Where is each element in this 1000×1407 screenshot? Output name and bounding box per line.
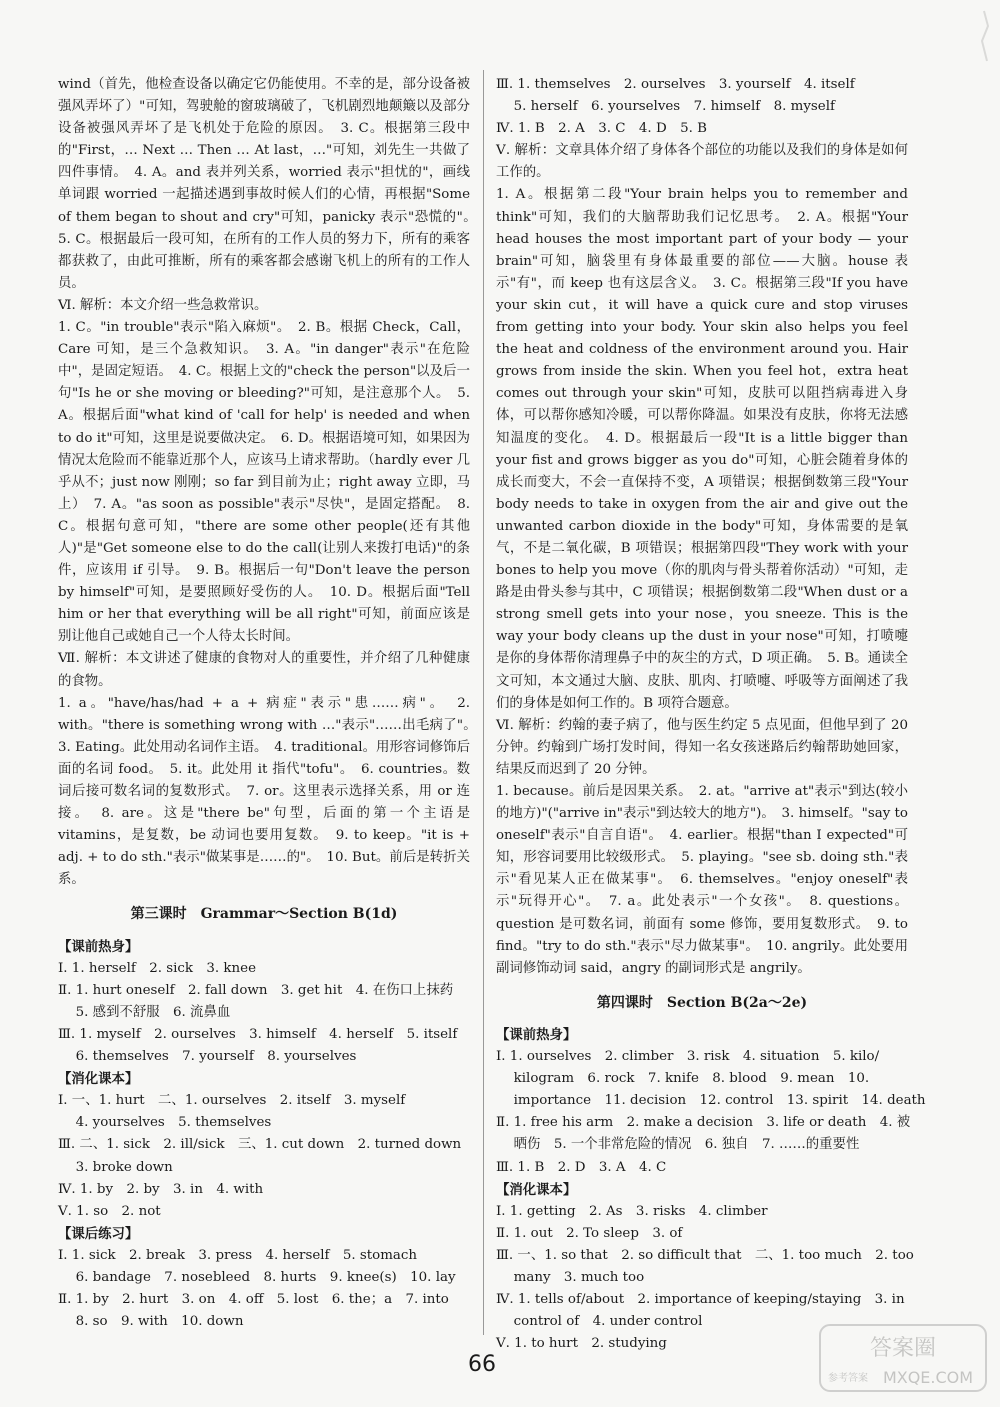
answer-line: Ⅰ. 1. getting 2. As 3. risks 4. climber — [496, 1203, 768, 1219]
section-7-title: Ⅶ. 解析：本文讲述了健康的食物对人的重要性，并介绍了几种健康的食物。 — [58, 651, 470, 689]
answer-line: 晒伤 5. 一个非常危险的情况 6. 独自 7. ……的重要性 — [496, 1137, 860, 1153]
answer-line: Ⅳ. 1. B 2. A 3. C 4. D 5. B — [496, 121, 707, 137]
lesson-4-heading: 第四课时 Section B(2a～2e) — [596, 994, 808, 1011]
warmup-label: 【课前热身】 — [496, 1026, 577, 1043]
answer-line: Ⅰ. 1. sick 2. break 3. press 4. herself 5. stomach — [58, 1247, 418, 1263]
intro-paragraph: wind（首先，他检查设备以确定它仍能使用。不幸的是，部分设备被强风弄坏了）"可知，驾驶舱的窗玻璃破了，飞机剧烈地颠簸以及部分设备被强风弄坏了是飞机处于危险的原因。 3. C。根据第三段中的"First，… Next … Then … At last，…"可知，刘先生一共做了四件事情。 4. A。and 表并列关系，worried 表示"担忧的"，画线单词跟 worried 一起描述遇到事故时候人们的心情，再根据"Some of them began to shout and cry"可知，panicky 表示"恐慌的"。 5. C。根据最后一段可知，在所有的工作人员的努力下，所有的乘客都获救了，由此可推断，所有的乘客都会感谢飞机上的所有的工作人员。 — [58, 77, 484, 291]
warmup-label: 【课前热身】 — [58, 938, 139, 955]
answer-line: Ⅲ. 1. B 2. D 3. A 4. C — [496, 1159, 667, 1175]
answer-line: 6. themselves 7. yourself 8. yourselves — [58, 1049, 357, 1065]
section-5-title: Ⅴ. 解析：文章具体介绍了身体各个部位的功能以及我们的身体是如何工作的。 — [496, 143, 908, 181]
answer-line: importance 11. decision 12. control 13. spirit 14. death — [496, 1093, 926, 1109]
corner-scan-mark — [954, 6, 994, 66]
page-number: 66 — [468, 1352, 496, 1377]
watermark-url: MXQE.COM — [882, 1368, 974, 1387]
answer-line: 5. 感到不舒服 6. 流鼻血 — [58, 1004, 231, 1020]
watermark-sub: 参考答案 — [828, 1373, 868, 1384]
answer-line: Ⅲ. 二、1. sick 2. ill/sick 三、1. cut down 2. turned down — [58, 1137, 462, 1153]
answer-line: Ⅰ. 1. herself 2. sick 3. knee — [58, 960, 257, 976]
answer-line: Ⅱ. 1. free his arm 2. make a decision 3. life or death 4. 被 — [496, 1115, 911, 1131]
answer-line: Ⅱ. 1. hurt oneself 2. fall down 3. get hit 4. 在伤口上抹药 — [58, 982, 454, 998]
section-6-body: 1. C。"in trouble"表示"陷入麻烦"。 2. B。根据 Check，Call，Care 可知，是三个急救知识。 3. A。"in danger"表示"在危险中"，是固定短语。 4. C。根据上文的"check the person"以及后一句"Is he or she moving or bleeding?"可知，是注意那个人。 5. A。根据后面"what kind of 'call for help' is needed and when to do it"可知，这里是说要做决定。 6. D。根据语境可知，如果因为情况太危险而不能靠近那个人，应该马上请求帮助。（hardly ever 几乎从不；just now 刚刚；so far 到目前为止；right away 立即，马上） 7. A。"as soon as possible"表示"尽快"，是固定搭配。 8. C。根据句意可知，"there are some other people(还有其他人)"是"Get someone else to do the call(让别人来拨打电话)"的条件，应该用 if 引导。 9. B。根据后一句"Don't leave the person by himself"可知，是要照顾好受伤的人。 10. D。根据后面"Tell him or her that everything will be all right"可知，前面应该是别让他自己或她自己一个人待太长时间。 — [58, 320, 470, 645]
answer-line: 4. yourselves 5. themselves — [58, 1115, 272, 1131]
after-class-label: 【课后练习】 — [58, 1225, 139, 1242]
section-7-body: 1. a。"have/has/had + a + 病症"表示"患……病"。 2. with。"there is something wrong with …"表示"……出毛病了"。 3. Eating。此处用动名词作主语。 4. traditional。用形容词修饰后面的名词 food。 5. it。此处用 it 指代"tofu"。 6. countries。数词后接可数名词的复数形式。 7. or。这里表示选择关系，用 or 连接。 8. are。这是"there be"句型，后面的第一个主语是 vitamins，是复数，be 动词也要用复数。 9. to keep。"it is + adj. + to do sth."表示"做某事是……的"。 10. But。前后是转折关系。 — [58, 695, 484, 888]
answer-line: 6. bandage 7. nosebleed 8. hurts 9. knee(s) 10. lay — [58, 1269, 456, 1285]
answer-line: control of 4. under control — [496, 1314, 703, 1330]
left-column — [58, 74, 484, 1333]
digest-label: 【消化课本】 — [496, 1181, 577, 1198]
answer-line: Ⅳ. 1. tells of/about 2. importance of keeping/staying 3. in — [496, 1292, 905, 1308]
answer-line: 3. broke down — [58, 1159, 173, 1175]
answer-line: Ⅳ. 1. by 2. by 3. in 4. with — [58, 1181, 264, 1197]
answer-line: Ⅴ. 1. so 2. not — [58, 1203, 161, 1219]
answer-line: Ⅱ. 1. out 2. To sleep 3. of — [496, 1225, 683, 1241]
digest-label: 【消化课本】 — [58, 1071, 139, 1088]
answer-line: Ⅰ. 一、1. hurt 二、1. ourselves 2. itself 3. myself — [58, 1093, 406, 1109]
answer-line: Ⅴ. 1. to hurt 2. studying — [496, 1336, 667, 1352]
lesson-3-heading: 第三课时 Grammar～Section B(1d) — [130, 906, 398, 923]
answer-line: Ⅲ. 一、1. so that 2. so difficult that 二、1. too much 2. too — [496, 1247, 914, 1263]
answer-line: kilogram 6. rock 7. knife 8. blood 9. mean 10. — [496, 1071, 870, 1087]
answer-line: Ⅲ. 1. themselves 2. ourselves 3. yourself 4. itself — [496, 77, 855, 92]
section-6-title: Ⅵ. 解析：本文介绍一些急救常识。 — [58, 297, 268, 313]
answer-line: 5. herself 6. yourselves 7. himself 8. myself — [496, 99, 835, 115]
watermark-text: 答案圈 — [869, 1336, 937, 1361]
section-6-title: Ⅵ. 解析：约翰的妻子病了，他与医生约定 5 点见面，但他早到了 20 分钟。约翰到广场打发时间，得知一名女孩迷路后约翰帮助她回家，结果反而迟到了 20 分钟。 — [496, 717, 908, 777]
answer-line: Ⅱ. 1. by 2. hurt 3. on 4. off 5. lost 6. the；a 7. into — [58, 1292, 449, 1308]
section-6-body: 1. because。前后是因果关系。 2. at。"arrive at"表示"到达(较小的地方)"("arrive in"表示"到达较大的地方")。 3. himself。"say to oneself"表示"自言自语"。 4. earlier。根据"than I expected"可知，形容词要用比较级形式。 5. playing。"see sb. doing sth."表示"看见某人正在做某事"。 6. themselves。"enjoy oneself"表示"玩得开心"。 7. a。此处表示"一个女孩"。 8. questions。question 是可数名词，前面有 some 修饰，要用复数形式。 9. to find。"try to do sth."表示"尽力做某事"。 10. angrily。此处要用副词修饰动词 said，angry 的副词形式是 angrily。 — [496, 784, 908, 976]
answer-line: 8. so 9. with 10. down — [58, 1314, 244, 1330]
watermark-logo — [818, 1323, 988, 1393]
answer-line: Ⅲ. 1. myself 2. ourselves 3. himself 4. herself 5. itself — [58, 1026, 458, 1042]
answer-line: Ⅰ. 1. ourselves 2. climber 3. risk 4. situation 5. kilo/ — [496, 1049, 880, 1065]
answer-line: many 3. much too — [496, 1269, 645, 1285]
section-5-body: 1. A。根据第二段"Your brain helps you to remember and think"可知，我们的大脑帮助我们记忆思考。 2. A。根据"Your head houses the most important part of your body — your brain"可知，脑袋里有身体最重要的部位——大脑。house 表示"有"，而 keep 也有这层含义。 3. C。根据第三段"If you have your skin cut，it will have a quick cure and stop viruses from getting into your body. Your skin also helps you feel the heat and coldness of the environment around you. Hair grows from inside the skin. When you feel hot，extra heat comes out through your skin"可知，皮肤可以阻挡病毒进入身体，可以帮你感知冷暖，可以帮你降温。如果没有皮肤，你将无法感知温度的变化。 4. D。根据最后一段"It is a little bigger than your fist and grows bigger as you do"可知，心脏会随着身体的成长而变大，不会一直保持不变，A 项错误；根据倒数第三段"Your body needs to take in oxygen from the air and give out the unwanted carbon dioxide in the body"可知，身体需要的是氧气，不是二氧化碳，B 项错误；根据第四段"They work with your bones to help you move（你的肌肉与骨头帮着你活动）"可知，走路是由骨头参与其中，C 项错误；根据倒数第二段"When dust or a strong smell gets into your nose，you sneeze. This is the way your body cleans up the dust in your nose"可知，打喷嚏是你的身体帮你清理鼻子中的灰尘的方式，D 项正确。 5. B。通读全文可知，本文通过大脑、皮肤、肌肉、打喷嚏、呼吸等方面阐述了我们的身体是如何工作的。B 项符合题意。 — [496, 187, 908, 711]
column-divider — [483, 70, 484, 1335]
